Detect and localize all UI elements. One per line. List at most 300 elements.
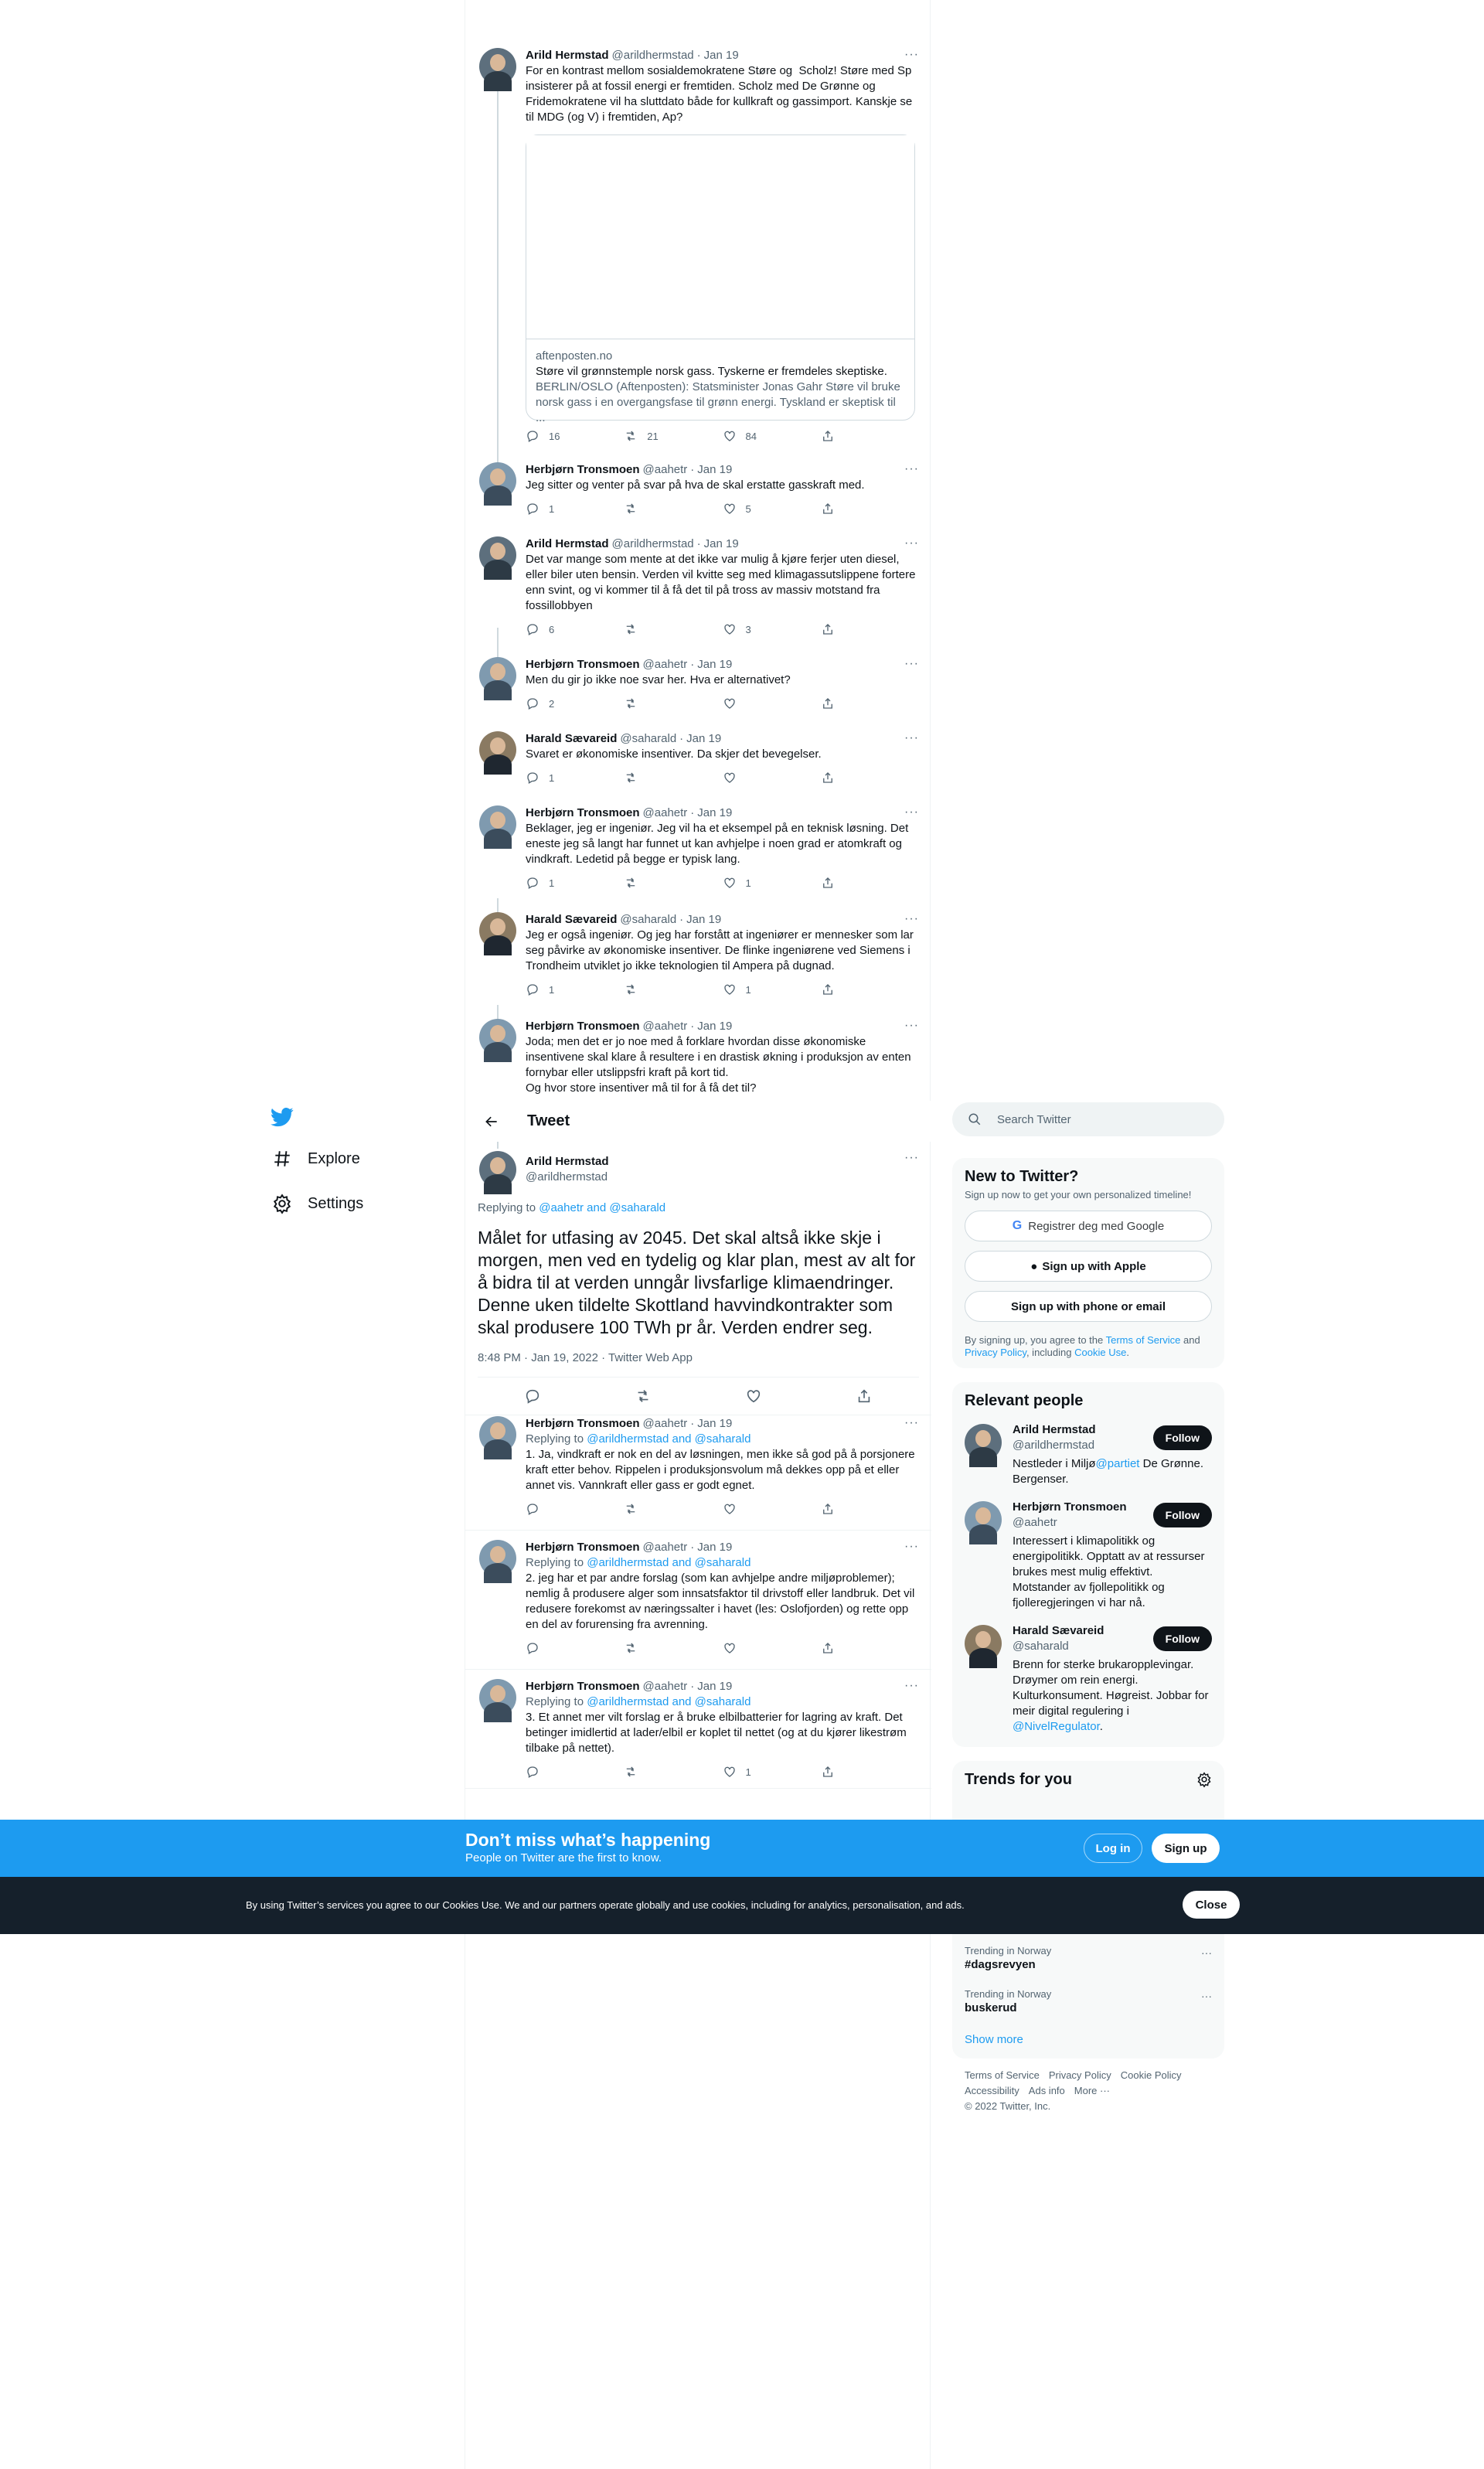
- tweet-date[interactable]: Jan 19: [686, 732, 722, 745]
- reply-tweet[interactable]: [465, 1670, 931, 1789]
- tweet-date[interactable]: Jan 19: [697, 1680, 733, 1693]
- avatar[interactable]: [479, 912, 516, 949]
- share-icon: [821, 771, 835, 785]
- author-name[interactable]: Harald Sævareid: [526, 913, 618, 926]
- person-bio: [1013, 1456, 1212, 1487]
- bio-text: Brenn for sterke brukaropplevingar. Drøymer om rein energi. Kulturkonsument. Høgreist. Jobbar for meir digital regulering i: [1013, 1658, 1209, 1718]
- replying-users-link[interactable]: @arildhermstad and @saharald: [587, 1432, 751, 1446]
- heart-icon: [723, 1502, 737, 1516]
- author-name[interactable]: Herbjørn Tronsmoen: [526, 1417, 640, 1430]
- retweet-icon: [624, 876, 638, 890]
- retweet-icon: [624, 771, 638, 785]
- reply-count: 2: [549, 697, 555, 710]
- avatar[interactable]: [479, 48, 516, 85]
- privacy-link[interactable]: Privacy Policy: [965, 1347, 1026, 1358]
- separator: ·: [690, 1541, 695, 1554]
- replying-to: [526, 1432, 919, 1447]
- avatar[interactable]: [479, 1019, 516, 1056]
- tweet-text: Det var mange som mente at det ikke var mulig å kjøre ferjer uten diesel, eller biler uten bensin. Verden vil kvitte seg med klimagassutslippene fortere enn svint, og vi kommer til å få det til på tross av massiv motstand fra fossillobbyen: [526, 553, 919, 612]
- like-button[interactable]: [723, 696, 821, 710]
- thread-tweet[interactable]: [465, 796, 931, 903]
- footer-link[interactable]: Privacy Policy: [1048, 2069, 1111, 2081]
- avatar[interactable]: [479, 1151, 516, 1188]
- reply-icon[interactable]: [524, 1388, 541, 1405]
- reply-button[interactable]: [526, 502, 624, 516]
- author-name[interactable]: Harald Sævareid: [526, 732, 618, 745]
- thread-tweet[interactable]: [465, 39, 931, 453]
- cookie-banner: [0, 1877, 1484, 1934]
- thread-tweet[interactable]: [465, 453, 931, 527]
- separator: ·: [690, 1417, 695, 1430]
- twitter-logo[interactable]: [263, 1098, 301, 1136]
- author-handle[interactable]: @arildhermstad: [611, 537, 694, 550]
- separator: ·: [696, 49, 701, 62]
- author-handle[interactable]: @arildhermstad: [526, 1170, 608, 1183]
- tweet-date[interactable]: Jan 19: [697, 658, 733, 671]
- tweet-date[interactable]: Jan 19: [697, 1541, 733, 1554]
- tweet-actions: [526, 867, 919, 898]
- page-title: Tweet: [527, 1112, 570, 1129]
- tweet-timestamp[interactable]: 8:48 PM · Jan 19, 2022 · Twitter Web App: [478, 1351, 919, 1378]
- author-name[interactable]: Arild Hermstad: [526, 49, 609, 62]
- author-handle[interactable]: @aahetr: [642, 1417, 688, 1430]
- separator: ·: [690, 1020, 695, 1033]
- bio-text: De Grønne. Bergenser.: [1013, 1457, 1203, 1486]
- login-button[interactable]: Log in: [1084, 1834, 1142, 1863]
- tweet-text: Beklager, jeg er ingeniør. Jeg vil ha et eksempel på en teknisk løsning. Det eneste jeg så langt har funnet ut kan avhjelpe i noen grad er atomkraft og vindkraft. Ledetid på begge er typisk lang.: [526, 822, 912, 866]
- retweet-button[interactable]: [624, 1641, 722, 1655]
- phone-signup-label: Sign up with phone or email: [1010, 1299, 1166, 1313]
- left-navigation: [263, 1098, 448, 1226]
- tweet-date[interactable]: Jan 19: [703, 537, 739, 550]
- retweet-icon: [624, 982, 638, 996]
- apple-signup-label: Sign up with Apple: [1042, 1259, 1146, 1273]
- avatar[interactable]: [479, 1540, 516, 1577]
- follow-button[interactable]: Follow: [1153, 1503, 1212, 1527]
- card-description: BERLIN/OSLO (Aftenposten): Statsminister Jonas Gahr Støre vil bruke norsk gass i en overgangsfase til grønn energi. Tyskland er skeptisk til ...: [536, 380, 900, 424]
- like-button[interactable]: [723, 622, 821, 636]
- retweet-button[interactable]: [624, 1765, 722, 1779]
- share-icon: [821, 696, 835, 710]
- retweet-icon: [624, 622, 638, 636]
- footer: [952, 2059, 1224, 2123]
- nav-explore[interactable]: [263, 1136, 448, 1181]
- person-bio: [1013, 1657, 1212, 1735]
- replies-list: [465, 1407, 931, 1789]
- share-button[interactable]: [821, 771, 919, 785]
- replying-to: [526, 1694, 919, 1710]
- avatar[interactable]: [965, 1424, 1002, 1461]
- tweet-date[interactable]: Jan 19: [697, 1020, 733, 1033]
- reply-button[interactable]: [526, 622, 624, 636]
- replying-prefix: Replying to: [526, 1695, 587, 1708]
- footer-link[interactable]: More ···: [1074, 2085, 1110, 2096]
- person-handle[interactable]: @saharald: [1013, 1640, 1069, 1653]
- footer-link[interactable]: Accessibility: [965, 2085, 1019, 2096]
- reply-icon: [526, 1765, 539, 1779]
- share-icon: [821, 1765, 835, 1779]
- new-to-twitter-panel: [952, 1158, 1224, 1368]
- reply-icon: [526, 696, 539, 710]
- person-item[interactable]: [965, 1490, 1212, 1614]
- author-handle[interactable]: @aahetr: [642, 1541, 688, 1554]
- trend-name: buskerud: [965, 2001, 1017, 2014]
- avatar[interactable]: [965, 1501, 1002, 1538]
- like-count: 1: [745, 1766, 751, 1778]
- heart-icon: [723, 696, 737, 710]
- retweet-icon: [624, 1765, 638, 1779]
- tweet-text: For en kontrast mellom sosialdemokratene Støre og Scholz! Støre med Sp insisterer på at fossil energi er fremtiden. Scholz med De Grønne og Fridemokratene vil ha sluttdato både for kullkraft og gassimport. Kanskje se til MDG (og V) i fremtiden, Ap?: [526, 64, 916, 124]
- reply-button[interactable]: [526, 1502, 624, 1516]
- card-domain: aftenposten.no: [536, 349, 613, 363]
- tweet-date[interactable]: Jan 19: [697, 463, 733, 476]
- more-icon[interactable]: ···: [1201, 1946, 1212, 1959]
- replying-prefix: Replying to: [526, 1432, 587, 1446]
- panel-title: Trends for you: [965, 1771, 1072, 1788]
- search-input[interactable]: [952, 1102, 1224, 1136]
- retweet-button[interactable]: [624, 1502, 722, 1516]
- retweet-button[interactable]: [624, 876, 722, 890]
- reply-count: 1: [549, 771, 555, 784]
- cookie-text: By using Twitter’s services you agree to our Cookies Use. We and our partners operate globally and use cookies, including for analytics, personalisation, and ads.: [246, 1899, 965, 1911]
- author-name[interactable]: Herbjørn Tronsmoen: [526, 1541, 640, 1554]
- more-icon[interactable]: ···: [904, 657, 919, 670]
- separator: ·: [679, 732, 684, 745]
- reply-button[interactable]: [526, 696, 624, 710]
- reply-icon: [526, 1641, 539, 1655]
- more-icon[interactable]: ···: [904, 1019, 919, 1032]
- person-name[interactable]: Herbjørn Tronsmoen: [1013, 1500, 1127, 1514]
- more-icon[interactable]: ···: [904, 805, 919, 819]
- tweet-date[interactable]: Jan 19: [703, 49, 739, 62]
- author-name[interactable]: Herbjørn Tronsmoen: [526, 1020, 640, 1033]
- tweet-actions: [526, 614, 919, 645]
- reply-icon: [526, 622, 539, 636]
- retweet-button[interactable]: [624, 982, 722, 996]
- reply-icon: [526, 982, 539, 996]
- author-handle[interactable]: @aahetr: [642, 1680, 688, 1693]
- like-count: 5: [745, 502, 751, 515]
- author-name[interactable]: Arild Hermstad: [526, 537, 609, 550]
- arrow-left-icon: [484, 1114, 499, 1129]
- search-icon: [968, 1112, 982, 1126]
- thread-tweet[interactable]: [465, 527, 931, 648]
- reply-count: 1: [549, 502, 555, 515]
- like-button[interactable]: [723, 771, 821, 785]
- like-button[interactable]: [723, 429, 821, 443]
- nav-settings[interactable]: [263, 1181, 448, 1226]
- show-more-link[interactable]: Show more: [965, 2033, 1023, 2046]
- heart-icon: [723, 1765, 737, 1779]
- reply-icon: [526, 1502, 539, 1516]
- footer-link[interactable]: Terms of Service: [965, 2069, 1040, 2081]
- separator: ·: [690, 806, 695, 819]
- legal-text: .: [1126, 1347, 1129, 1358]
- like-button[interactable]: [723, 876, 821, 890]
- like-count: 1: [745, 983, 751, 996]
- tweet-date[interactable]: Jan 19: [686, 913, 722, 926]
- banner-title: Don’t miss what’s happening: [465, 1830, 711, 1850]
- like-button[interactable]: [723, 502, 821, 516]
- bio-text: .: [1099, 1720, 1103, 1733]
- more-icon[interactable]: ···: [904, 462, 919, 475]
- tweet-date[interactable]: Jan 19: [697, 1417, 733, 1430]
- legal-text: By signing up, you agree to the: [965, 1334, 1106, 1346]
- retweet-icon: [624, 502, 638, 516]
- tweet-actions: [526, 1633, 919, 1664]
- heart-icon: [723, 876, 737, 890]
- bio-link[interactable]: @partiet: [1095, 1457, 1140, 1470]
- tweet-text: 3. Et annet mer vilt forslag er å bruke elbilbatterier for lagring av kraft. Det betinger imidlertid at lader/elbil er koplet til nettet (og at du kjører likestrøm tilbake på nettet).: [526, 1711, 910, 1755]
- retweet-button[interactable]: [624, 771, 722, 785]
- bio-text: Interessert i klimapolitikk og energipolitikk. Opptatt av at ressurser brukes mest mulig effektivt. Motstander av fjollepolitikk og fjolleregjeringen vi har nå.: [1013, 1534, 1205, 1609]
- share-button[interactable]: [821, 1502, 919, 1516]
- reply-count: 6: [549, 623, 555, 635]
- share-button[interactable]: [821, 429, 919, 443]
- author-handle[interactable]: @aahetr: [642, 1020, 688, 1033]
- tweet-text: Joda; men det er jo noe med å forklare hvordan disse økonomiske insentivene skal klare å resultere i en drastisk økning i produksjon av enten fornybar eller utslippsfri kraft på kort tid. Og hvor store insentiver må til for å få det til?: [526, 1035, 911, 1095]
- heart-icon: [723, 502, 737, 516]
- share-icon: [821, 429, 835, 443]
- retweet-button[interactable]: [624, 502, 722, 516]
- separator: ·: [679, 913, 684, 926]
- more-icon[interactable]: ···: [904, 731, 919, 744]
- thread-tweet[interactable]: [465, 903, 931, 1010]
- like-button[interactable]: [723, 1641, 821, 1655]
- more-icon[interactable]: ···: [904, 536, 919, 550]
- share-button[interactable]: [821, 696, 919, 710]
- more-icon[interactable]: ···: [904, 912, 919, 925]
- avatar[interactable]: [479, 657, 516, 694]
- more-icon[interactable]: ···: [904, 1540, 919, 1553]
- tweet-actions: [526, 421, 919, 451]
- heart-icon: [723, 429, 737, 443]
- tweet-actions: [526, 762, 919, 793]
- like-count: 1: [745, 877, 751, 889]
- separator: ·: [690, 463, 695, 476]
- panel-title: Relevant people: [965, 1392, 1084, 1409]
- avatar[interactable]: [479, 805, 516, 843]
- follow-button[interactable]: Follow: [1153, 1626, 1212, 1651]
- replying-users-link[interactable]: @arildhermstad and @saharald: [587, 1556, 751, 1569]
- tweet-actions: [526, 1493, 919, 1524]
- person-name[interactable]: Harald Sævareid: [1013, 1624, 1104, 1637]
- trend-item[interactable]: [965, 1937, 1212, 1980]
- separator: ·: [690, 658, 695, 671]
- replying-prefix: Replying to: [526, 1556, 587, 1569]
- share-icon: [821, 876, 835, 890]
- tweet-actions: [526, 688, 919, 719]
- share-button[interactable]: [821, 1765, 919, 1779]
- retweet-icon: [624, 1502, 638, 1516]
- bio-link[interactable]: @NivelRegulator: [1013, 1720, 1100, 1733]
- author-name[interactable]: Arild Hermstad: [526, 1155, 609, 1168]
- legal-text: and: [1180, 1334, 1200, 1346]
- person-name[interactable]: Arild Hermstad: [1013, 1423, 1096, 1436]
- reply-button[interactable]: [526, 876, 624, 890]
- like-button[interactable]: [723, 1502, 821, 1516]
- like-button[interactable]: [723, 1765, 821, 1779]
- trend-context: Trending in Norway: [965, 1988, 1052, 2000]
- avatar[interactable]: [479, 1679, 516, 1716]
- author-handle[interactable]: @arildhermstad: [611, 49, 694, 62]
- more-icon[interactable]: ···: [904, 1416, 919, 1429]
- more-icon[interactable]: ···: [904, 1679, 919, 1692]
- link-card[interactable]: [526, 135, 915, 424]
- author-handle[interactable]: @saharald: [620, 732, 677, 745]
- tweet-actions: [526, 493, 919, 524]
- relevant-people-panel: [952, 1382, 1224, 1747]
- author-name[interactable]: Herbjørn Tronsmoen: [526, 658, 640, 671]
- person-handle[interactable]: @arildhermstad: [1013, 1439, 1095, 1452]
- nav-explore-label: Explore: [308, 1149, 360, 1167]
- share-icon: [821, 622, 835, 636]
- reply-button[interactable]: [526, 771, 624, 785]
- google-icon: G: [1012, 1219, 1023, 1232]
- tweet-date[interactable]: Jan 19: [697, 806, 733, 819]
- panel-title: New to Twitter?: [965, 1168, 1079, 1185]
- more-icon[interactable]: ···: [1201, 1990, 1212, 2002]
- reply-icon: [526, 876, 539, 890]
- phone-signup-button[interactable]: [965, 1291, 1212, 1322]
- replying-to: [526, 1555, 919, 1571]
- footer-link[interactable]: Ads info: [1028, 2085, 1065, 2096]
- gear-icon: [272, 1194, 292, 1214]
- reply-count: 16: [549, 430, 560, 442]
- author-handle[interactable]: @aahetr: [642, 658, 688, 671]
- apple-signup-button[interactable]: [965, 1251, 1212, 1282]
- retweet-button[interactable]: [624, 622, 722, 636]
- author-name[interactable]: Herbjørn Tronsmoen: [526, 463, 640, 476]
- more-icon[interactable]: ···: [904, 48, 919, 61]
- close-cookie-button[interactable]: Close: [1183, 1891, 1240, 1919]
- share-icon: [821, 1502, 835, 1516]
- tos-link[interactable]: Terms of Service: [1105, 1334, 1181, 1346]
- footer-link[interactable]: Cookie Policy: [1120, 2069, 1182, 2081]
- share-icon: [821, 502, 835, 516]
- tweet-actions: [526, 1756, 919, 1787]
- tweet-text: Jeg er også ingeniør. Og jeg har forstått at ingeniører er mennesker som lar seg påvirke av økonomiske insentiver. De flinke ingeniørene ved Siemens i Trondheim utviklet jo ikke teknologien til Ampera på dugnad.: [526, 928, 917, 972]
- author-handle[interactable]: @aahetr: [642, 463, 688, 476]
- tweet-text: Svaret er økonomiske insentiver. Da skjer det bevegelser.: [526, 748, 822, 761]
- nav-settings-label: Settings: [308, 1194, 364, 1212]
- separator: ·: [696, 537, 701, 550]
- share-button[interactable]: [821, 622, 919, 636]
- avatar[interactable]: [479, 462, 516, 499]
- trend-context: Trending in Norway: [965, 1945, 1052, 1956]
- bird-icon: [271, 1105, 294, 1129]
- reply-count: 1: [549, 983, 555, 996]
- share-button[interactable]: [821, 1641, 919, 1655]
- apple-icon: ●: [1030, 1259, 1038, 1273]
- replying-users-link[interactable]: @arildhermstad and @saharald: [587, 1695, 751, 1708]
- card-title: Støre vil grønnstemple norsk gass. Tyskerne er fremdeles skeptiske.: [536, 365, 887, 378]
- reply-icon: [526, 771, 539, 785]
- tweet-text: 2. jeg har et par andre forslag (som kan avhjelpe andre miljøproblemer); nemlig å produsere alger som innsatsfaktor til drivstoff eller landbruk. Det vil redusere forekomst av næringssalter i havet (les: Oslofjorden) og rette opp en del av forurensing fra avrenning.: [526, 1572, 918, 1631]
- trend-name: #dagsrevyen: [965, 1958, 1036, 1971]
- right-sidebar: [952, 1102, 1224, 2123]
- google-signup-label: Registrer deg med Google: [1028, 1219, 1165, 1233]
- signup-legal: [965, 1334, 1212, 1359]
- share-button[interactable]: [821, 982, 919, 996]
- replying-to: [478, 1200, 919, 1216]
- reply-icon: [526, 502, 539, 516]
- person-item[interactable]: [965, 1413, 1212, 1490]
- tweet-text: Målet for utfasing av 2045. Det skal altså ikke skje i morgen, men ved en tydelig og klar plan, mest av alt for å bidra til at verden unngår livsfarlige klimaendringer. Denne uken tildelte Skottland havvindkontrakter som skal produsere 100 TWh pr år. Verden endrer seg.: [478, 1228, 916, 1337]
- author-handle[interactable]: @saharald: [620, 913, 677, 926]
- bio-text: Nestleder i Miljø: [1013, 1457, 1096, 1470]
- reply-tweet[interactable]: [465, 1531, 931, 1670]
- retweet-icon: [624, 696, 638, 710]
- follow-button[interactable]: Follow: [1153, 1425, 1212, 1450]
- back-button[interactable]: [478, 1108, 505, 1136]
- cookie-link[interactable]: Cookie Use: [1074, 1347, 1127, 1358]
- panel-subtitle: Sign up now to get your own personalized timeline!: [965, 1189, 1192, 1200]
- reply-button[interactable]: [526, 982, 624, 996]
- person-handle[interactable]: @aahetr: [1013, 1516, 1057, 1529]
- like-count: 84: [745, 430, 757, 442]
- avatar[interactable]: [479, 731, 516, 768]
- heart-icon[interactable]: [745, 1388, 762, 1405]
- share-icon: [821, 982, 835, 996]
- tweet-actions: [526, 974, 919, 1005]
- reply-button[interactable]: [526, 1765, 624, 1779]
- reply-button[interactable]: [526, 429, 624, 443]
- person-bio: [1013, 1534, 1212, 1611]
- center-column: [465, 0, 931, 2469]
- tweet-text: Jeg sitter og venter på svar på hva de skal erstatte gasskraft med.: [526, 478, 865, 492]
- retweet-icon[interactable]: [635, 1388, 652, 1405]
- reply-button[interactable]: [526, 1641, 624, 1655]
- search-placeholder: Search Twitter: [997, 1112, 1071, 1126]
- reply-tweet[interactable]: [465, 1407, 931, 1531]
- author-name[interactable]: Herbjørn Tronsmoen: [526, 806, 640, 819]
- google-signup-button[interactable]: [965, 1211, 1212, 1241]
- heart-icon: [723, 771, 737, 785]
- share-button[interactable]: [821, 502, 919, 516]
- like-button[interactable]: [723, 982, 821, 996]
- author-handle[interactable]: @aahetr: [642, 806, 688, 819]
- author-name[interactable]: Herbjørn Tronsmoen: [526, 1680, 640, 1693]
- more-icon[interactable]: ···: [904, 1151, 919, 1164]
- separator: ·: [690, 1680, 695, 1693]
- retweet-icon: [624, 1641, 638, 1655]
- avatar[interactable]: [479, 1416, 516, 1453]
- thread-tweet[interactable]: [465, 722, 931, 796]
- trend-item[interactable]: [965, 1980, 1212, 2024]
- retweet-button[interactable]: [624, 696, 722, 710]
- replying-users-link[interactable]: @aahetr and @saharald: [539, 1201, 666, 1214]
- gear-icon[interactable]: [1196, 1772, 1212, 1787]
- copyright: © 2022 Twitter, Inc.: [965, 2100, 1051, 2112]
- heart-icon: [723, 982, 737, 996]
- share-button[interactable]: [821, 876, 919, 890]
- retweet-count: 21: [647, 430, 659, 442]
- retweet-icon: [624, 429, 638, 443]
- avatar[interactable]: [965, 1625, 1002, 1662]
- like-count: 3: [745, 623, 751, 635]
- replying-prefix: Replying to: [478, 1201, 539, 1214]
- card-image: [526, 135, 914, 339]
- retweet-button[interactable]: [624, 429, 722, 443]
- person-item[interactable]: [965, 1614, 1212, 1738]
- signup-button[interactable]: Sign up: [1152, 1834, 1220, 1863]
- signup-banner: [0, 1820, 1484, 1877]
- thread-tweet[interactable]: [465, 648, 931, 722]
- heart-icon: [723, 622, 737, 636]
- avatar[interactable]: [479, 536, 516, 574]
- share-icon[interactable]: [856, 1388, 873, 1405]
